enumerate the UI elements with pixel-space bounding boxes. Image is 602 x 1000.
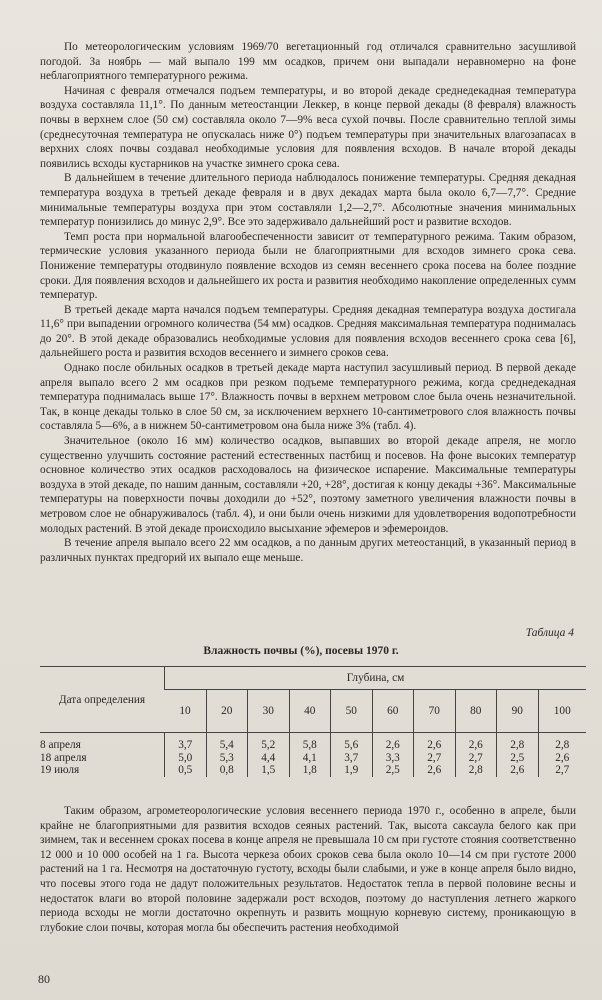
depth-cell: 40 <box>289 690 331 733</box>
value-column: 3,7 5,0 0,5 <box>165 733 207 777</box>
depth-cell: 70 <box>414 690 456 733</box>
value-column: 2,6 2,7 2,8 <box>455 733 497 777</box>
value-column: 2,6 3,3 2,5 <box>372 733 414 777</box>
value-column: 5,2 4,4 1,5 <box>248 733 290 777</box>
paragraph: Темп роста при нормальной влагообеспеченности зависит от температурного режима. Таким образом, термические условия указанного периода были не благоприятными для всходов зимнего срока сева. Понижение температуры отодвинуло появление всходов из семян весеннего срока посева на более поздние сроки. Для появления всходов и дальнейшего их роста и развития необходимо накопление определенных сумм температур. <box>40 230 576 302</box>
depth-cell: 30 <box>248 690 290 733</box>
table-title: Влажность почвы (%), посевы 1970 г. <box>203 645 399 657</box>
closing-text <box>40 804 576 935</box>
paragraph: В течение апреля выпало всего 22 мм осадков, а по данным других метеостанций, в указанный период в различных пунктах предгорий их выпало еще меньше. <box>40 537 576 564</box>
value-column: 2,8 2,6 2,7 <box>538 733 586 777</box>
paragraph: Однако после обильных осадков в третьей декаде марта наступил засушливый период. В первой декаде апреля выпало всего 2 мм осадков при резком подъеме температурного режима, когда среднедекадная температура поднималась выше 17°. Влажность почвы в верхнем метровом слое была очень незначительной. Так, в конце декады только в слое 50 см, за исключением верхнего 10-сантиметрового слоя влажность почвы составляла 5—6%, а в нижнем 50-сантиметровом она была ниже 3% (табл. 4). <box>40 362 576 433</box>
depth-cell: 10 <box>165 690 207 733</box>
value-column: 2,8 2,5 2,6 <box>497 733 539 777</box>
paragraph: Значительное (около 16 мм) количество осадков, выпавших во второй декаде апреля, не могло существенно улучшить состояние растений естественных пастбищ и посевов. На фоне высоких температур основное количество этих осадков расходовалось на физическое испарение. Максимальные температуры воздуха в этой декаде, по нашим данным, составляли +20, +28°, достигая к концу декады +36°. Максимальные температуры на поверхности почвы доходили до +52°, поэтому заметного увеличения влажности почвы в метровом слое не обнаруживалось (табл. 4), и они были очень низкими для удовлетворения водопотребности молодых растений. В этой декаде происходило высыхание эфемеров и эфемероидов. <box>40 435 576 535</box>
value-column: 5,6 3,7 1,9 <box>331 733 373 777</box>
value-column: 2,6 2,7 2,6 <box>414 733 456 777</box>
table-row <box>40 733 586 777</box>
soil-moisture-table <box>40 666 586 777</box>
depth-header: Глубина, см <box>165 667 587 690</box>
date-label: 8 апреля <box>40 739 81 751</box>
value-column: 5,4 5,3 0,8 <box>206 733 248 777</box>
dates-cell <box>40 733 165 777</box>
paragraph: По метеорологическим условиям 1969/70 вегетационный год отличался сравнительно засушливой погодой. За ноябрь — май выпало 199 мм осадков, причем они выпадали неравномерно на фоне неблагоприятного температурного режима. <box>40 41 576 83</box>
depth-cell: 60 <box>372 690 414 733</box>
depth-cell: 90 <box>497 690 539 733</box>
depth-cell: 80 <box>455 690 497 733</box>
paragraph: В третьей декаде марта начался подъем температуры. Средняя декадная температура воздуха достигала 11,6° при выпадении огромного количества (54 мм) осадков. Средняя максимальная температура поднималась до 20°. В этой декаде образовались необходимые условия для появления всходов весеннего срока сева [6], дальнейшего роста и развития всходов весеннего и зимнего сроков сева. <box>40 303 576 360</box>
paragraph: Начиная с февраля отмечался подъем температуры, и во второй декаде среднедекадная температура воздуха составляла 11,1°. По данным метеостанции Леккер, в конце первой декады (8 февраля) влажность почвы в верхнем слое (50 см) составляла около 7—9% веса сухой почвы. После сравнительно теплой зимы (среднесуточная температура не опускалась ниже 0°) подъем температуры при значительных влагозапасах в верхних слоях почвы создавал необходимые условия для появления всходов. В начале второй декады появились всходы кустарников на участке зимнего срока сева. <box>40 84 576 170</box>
depth-cell: 20 <box>206 690 248 733</box>
paragraph: Таким образом, агрометеорологические условия весеннего периода 1970 г., особенно в апреле, были крайне не благоприятными для развития всходов сеяных растений. Так, высота саксаула белого как при зимнем, так и весеннем сроках посева в конце апреля не превышала 10 см при густоте стояния соответственно 12 000 и 10 000 особей на 1 га. Высота черкеза обоих сроков сева была около 10—14 см при густоте 2000 растений на 1 га. Несмотря на достаточную густоту, всходы были слабыми, и уже в конце апреля было видно, что посевы этого года не дадут положительных результатов. Недостаток тепла в первой половине весны и недостаток влаги во второй половине задержали рост всходов, поэтому до наступления летнего жаркого периода всходы не могли достаточно окрепнуть и развить мощную корневую систему, проникающую в глубокие слои почвы, которая могла бы обеспечить растения необходимой <box>40 805 576 934</box>
paragraph: В дальнейшем в течение длительного периода наблюдалось понижение температуры. Средняя декадная температура воздуха в третьей декаде февраля и в двух декадах марта была около 6,7—7,7°. Средние минимальные температуры воздуха при этом составляли 1,2—2,7°. Абсолютные значения минимальных температур понизились до минус 2,9°. Все это задерживало дальнейший рост и развитие всходов. <box>40 172 576 229</box>
body-text <box>40 40 576 565</box>
page-number: 80 <box>38 972 50 986</box>
value-column: 5,8 4,1 1,8 <box>289 733 331 777</box>
date-label: 18 апреля <box>40 751 87 764</box>
table-label: Таблица 4 <box>525 627 574 639</box>
depth-cell: 100 <box>538 690 586 733</box>
date-label: 19 июля <box>40 764 80 776</box>
depth-cell: 50 <box>331 690 373 733</box>
date-column-header: Дата определения <box>40 667 165 733</box>
